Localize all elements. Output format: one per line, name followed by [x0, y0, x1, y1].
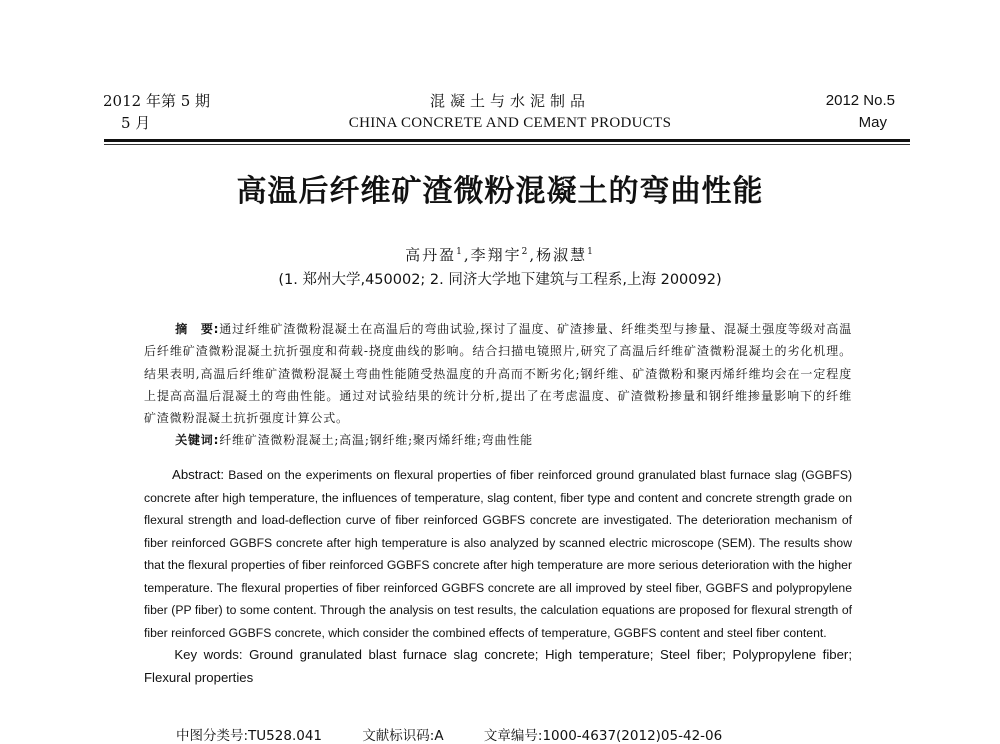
cn-keywords-label: 关键词: [175, 433, 220, 448]
article-title: 高温后纤维矿渣微粉混凝土的弯曲性能 [236, 174, 764, 209]
journal-name-en: CHINA CONCRETE AND CEMENT PRODUCTS [348, 115, 672, 131]
issue-info-en [826, 90, 895, 134]
journal-name [300, 90, 720, 134]
article-number: 文章编号:1000-4637(2012)05-42-06 [483, 728, 723, 744]
header-rule-thin [104, 144, 910, 145]
classification-info [176, 724, 758, 744]
cn-keywords-text: 纤维矿渣微粉混凝土;高温;钢纤维;聚丙烯纤维;弯曲性能 [219, 433, 533, 448]
author-affil-mark: 1 [456, 247, 464, 257]
author-affil-mark: 1 [587, 247, 595, 257]
en-abstract-text: Based on the experiments on flexural properties of fiber reinforced ground granulated blast furnace slag (GGBFS) concrete after high temperature, the influences of temperature, slag content, fiber type and content and concrete strength grade on flexural strength and load-deflection curve of fiber reinforced GGBFS concrete are investigated. The deterioration mechanism of fiber reinforced GGBFS concrete after high temperature is also analyzed by scanned electric microscope (SEM). The results show that the flexural properties of fiber reinforced GGBFS concrete after high temperature are more serious deterioration with the higher temperature. The flexural properties of fiber reinforced GGBFS concrete are all improved by steel fiber, GGBFS and polypropylene fiber (PP fiber) to some content. Through the analysis on test results, the calculation equations are proposed for flexural strength of fiber reinforced GGBFS concrete, which consider the combined effects of temperature, GGBFS content and steel fiber content. [144, 468, 853, 640]
author-list: 高丹盈$^1$,李翔宇$^2$,杨淑慧$^1$ [405, 246, 595, 264]
issue-number: 2012 年第 5 期 [103, 92, 211, 110]
english-abstract [144, 464, 852, 689]
cn-keywords [144, 429, 852, 451]
issue-info [103, 90, 210, 134]
author-name: 李翔宇 [470, 246, 522, 264]
chinese-abstract [144, 318, 852, 452]
en-keywords [144, 644, 852, 689]
cn-abstract-text: 通过纤维矿渣微粉混凝土在高温后的弯曲试验,探讨了温度、矿渣掺量、纤维类型与掺量、混凝土强度等级对高温后纤维矿渣微粉混凝土抗折强度和荷载-挠度曲线的影响。结合扫描电镜照片,研究了高温后纤维矿渣微粉混凝土的劣化机理。结果表明,高温后纤维矿渣微粉混凝土弯曲性能随受热温度的升高而不断劣化;钢纤维、矿渣微粉和聚丙烯纤维均会在一定程度上提高高温后混凝土的弯曲性能。通过对试验结果的统计分析,提出了在考虑温度、矿渣微粉掺量和钢纤维掺量影响下的纤维矿渣微粉混凝土抗折强度计算公式。 [144, 322, 852, 426]
en-abstract-label: Abstract: [172, 467, 225, 482]
author-affil-mark: 2 [521, 247, 530, 257]
issue-month: 5 月 [121, 114, 151, 132]
affiliations: (1. 郑州大学,450002; 2. 同济大学地下建筑与工程系,上海 200092) [278, 272, 722, 288]
cn-abstract-paragraph [144, 318, 852, 429]
document-code: 文献标识码:A [362, 728, 444, 744]
header-rule-thick [104, 139, 910, 142]
author-name: 高丹盈 [405, 246, 457, 264]
issue-number-en: 2012 No.5 [825, 92, 895, 109]
journal-name-cn: 混凝土与水泥制品 [429, 92, 590, 110]
issue-month-en: May [858, 114, 887, 131]
en-abstract-paragraph [144, 464, 852, 644]
cn-abstract-label: 摘 要: [175, 322, 220, 336]
en-keywords-text: Ground granulated blast furnace slag concrete; High temperature; Steel fiber; Polypropylene fiber; Flexural properties [144, 647, 852, 685]
author-name: 杨淑慧 [536, 246, 588, 264]
clc-number: 中图分类号:TU528.041 [176, 728, 323, 744]
en-keywords-label: Key words: [174, 647, 243, 662]
